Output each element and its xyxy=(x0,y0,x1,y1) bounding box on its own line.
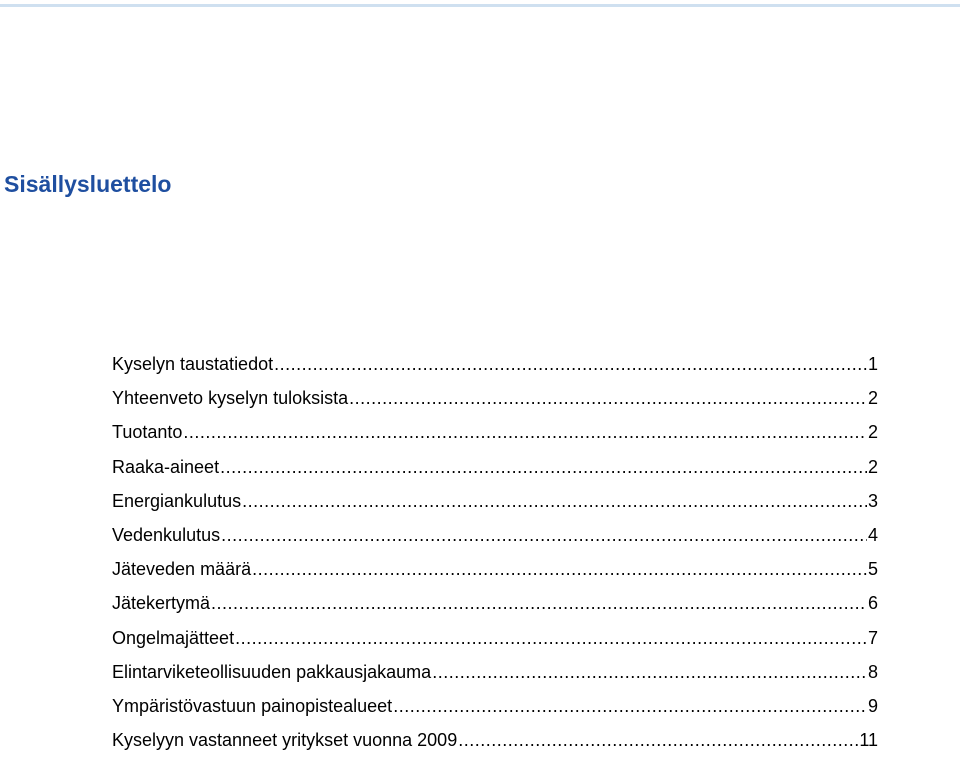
toc-entry[interactable] xyxy=(112,586,878,620)
toc-dot-leader xyxy=(242,484,867,518)
toc-dot-leader xyxy=(252,552,867,586)
toc-dot-leader xyxy=(183,415,867,449)
toc-entry[interactable] xyxy=(112,621,878,655)
toc-dot-leader xyxy=(432,655,867,689)
toc-page-number: 5 xyxy=(867,559,878,580)
toc-page-number: 4 xyxy=(867,524,878,545)
toc-entry[interactable] xyxy=(112,552,878,586)
toc-dot-leader xyxy=(458,723,858,757)
toc-dot-leader xyxy=(235,621,867,655)
toc-entry[interactable] xyxy=(112,689,878,723)
toc-entry-label: Energiankulutus xyxy=(112,490,242,511)
toc-entry-label: Vedenkulutus xyxy=(112,524,221,545)
toc-page-number: 2 xyxy=(867,456,878,477)
toc-dot-leader xyxy=(221,518,867,552)
toc-entry-label: Yhteenveto kyselyn tuloksista xyxy=(112,388,349,409)
toc-page-number: 1 xyxy=(867,354,878,374)
toc-entry-label: Ongelmajätteet xyxy=(112,627,235,648)
toc-entry[interactable] xyxy=(112,723,878,757)
toc-dot-leader xyxy=(393,689,867,723)
toc-entry-label: Kyselyyn vastanneet yritykset vuonna 2009 xyxy=(112,730,458,751)
toc-page-number: 6 xyxy=(867,593,878,614)
toc-entry[interactable] xyxy=(112,450,878,484)
toc-entry-label: Ympäristövastuun painopistealueet xyxy=(112,695,393,716)
toc-entry-label: Jätekertymä xyxy=(112,593,211,614)
toc-page-number: 3 xyxy=(867,490,878,511)
toc-page-number: 2 xyxy=(867,422,878,443)
toc-entry-label: Elintarviketeollisuuden pakkausjakauma xyxy=(112,661,432,682)
toc-title: Sisällysluettelo xyxy=(4,171,172,197)
toc-entry[interactable] xyxy=(112,655,878,689)
toc-entry[interactable] xyxy=(112,484,878,518)
toc-entry-label: Raaka-aineet xyxy=(112,456,220,477)
toc-entry[interactable] xyxy=(112,347,878,381)
toc-page-number: 8 xyxy=(867,661,878,682)
toc-entry[interactable] xyxy=(112,518,878,552)
toc-entry[interactable] xyxy=(112,415,878,449)
toc-page-number: 7 xyxy=(867,627,878,648)
toc-entry-label: Tuotanto xyxy=(112,422,183,443)
toc-dot-leader xyxy=(349,381,867,415)
toc-page-number: 11 xyxy=(859,730,878,751)
toc-entry-label: Kyselyn taustatiedot xyxy=(112,354,274,374)
toc-page-number: 9 xyxy=(867,695,878,716)
toc-dot-leader xyxy=(274,347,867,381)
toc-dot-leader xyxy=(220,450,867,484)
page-top-rule xyxy=(0,4,960,7)
toc-dot-leader xyxy=(211,586,867,620)
toc-page-number: 2 xyxy=(867,388,878,409)
toc-entry-label: Jäteveden määrä xyxy=(112,559,252,580)
table-of-contents xyxy=(112,347,878,757)
toc-entry[interactable] xyxy=(112,381,878,415)
